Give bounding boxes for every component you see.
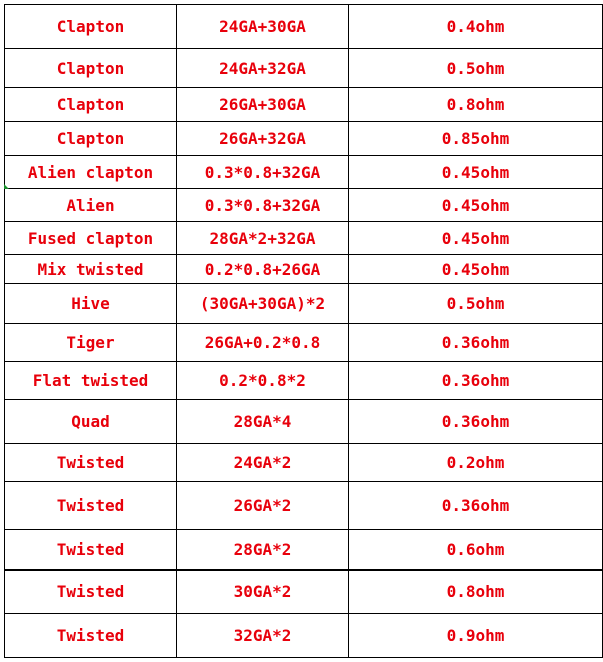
coil-type-cell[interactable]: Twisted	[5, 614, 177, 658]
resistance-cell[interactable]: 0.9ohm	[349, 614, 603, 658]
coil-type-cell[interactable]: Twisted	[5, 530, 177, 570]
coil-type-cell[interactable]: Mix twisted	[5, 255, 177, 284]
table-row	[5, 400, 603, 444]
resistance-cell[interactable]: 0.45ohm	[349, 222, 603, 255]
table-row	[5, 122, 603, 156]
table-row	[5, 49, 603, 88]
resistance-cell[interactable]: 0.45ohm	[349, 189, 603, 222]
resistance-cell[interactable]: 0.4ohm	[349, 5, 603, 49]
coil-type-cell[interactable]: Twisted	[5, 570, 177, 614]
wire-gauge-cell[interactable]: 24GA+32GA	[177, 49, 349, 88]
resistance-cell[interactable]: 0.5ohm	[349, 49, 603, 88]
cell-error-indicator-icon	[4, 184, 9, 189]
table-row	[5, 614, 603, 658]
resistance-cell[interactable]: 0.85ohm	[349, 122, 603, 156]
wire-gauge-cell[interactable]: 26GA*2	[177, 482, 349, 530]
coil-spec-sheet	[4, 4, 602, 658]
wire-gauge-cell[interactable]: 26GA+0.2*0.8	[177, 324, 349, 362]
coil-spec-table	[4, 4, 603, 658]
wire-gauge-cell[interactable]: 30GA*2	[177, 570, 349, 614]
resistance-cell[interactable]: 0.36ohm	[349, 324, 603, 362]
coil-type-cell[interactable]: Tiger	[5, 324, 177, 362]
table-row	[5, 156, 603, 189]
coil-type-cell[interactable]: Clapton	[5, 122, 177, 156]
coil-type-cell[interactable]: Twisted	[5, 482, 177, 530]
wire-gauge-cell[interactable]: 0.2*0.8*2	[177, 362, 349, 400]
wire-gauge-cell[interactable]: 0.2*0.8+26GA	[177, 255, 349, 284]
coil-type-cell[interactable]: Clapton	[5, 88, 177, 122]
wire-gauge-cell[interactable]: (30GA+30GA)*2	[177, 284, 349, 324]
resistance-cell[interactable]: 0.45ohm	[349, 255, 603, 284]
coil-type-cell[interactable]: Hive	[5, 284, 177, 324]
wire-gauge-cell[interactable]: 28GA*2	[177, 530, 349, 570]
resistance-cell[interactable]: 0.8ohm	[349, 570, 603, 614]
coil-type-cell[interactable]: Quad	[5, 400, 177, 444]
resistance-cell[interactable]: 0.8ohm	[349, 88, 603, 122]
wire-gauge-cell[interactable]: 24GA*2	[177, 444, 349, 482]
resistance-cell[interactable]: 0.36ohm	[349, 482, 603, 530]
coil-spec-table-body	[5, 5, 603, 658]
wire-gauge-cell[interactable]: 28GA*2+32GA	[177, 222, 349, 255]
table-row	[5, 362, 603, 400]
resistance-cell[interactable]: 0.5ohm	[349, 284, 603, 324]
resistance-cell[interactable]: 0.6ohm	[349, 530, 603, 570]
coil-type-cell[interactable]: Clapton	[5, 49, 177, 88]
wire-gauge-cell[interactable]: 0.3*0.8+32GA	[177, 189, 349, 222]
wire-gauge-cell[interactable]: 24GA+30GA	[177, 5, 349, 49]
wire-gauge-cell[interactable]: 26GA+32GA	[177, 122, 349, 156]
table-row	[5, 88, 603, 122]
resistance-cell[interactable]: 0.36ohm	[349, 362, 603, 400]
wire-gauge-cell[interactable]: 32GA*2	[177, 614, 349, 658]
table-row	[5, 255, 603, 284]
table-row	[5, 222, 603, 255]
table-row	[5, 570, 603, 614]
table-row	[5, 189, 603, 222]
table-row	[5, 324, 603, 362]
wire-gauge-cell[interactable]: 0.3*0.8+32GA	[177, 156, 349, 189]
coil-type-cell[interactable]: Twisted	[5, 444, 177, 482]
coil-type-cell[interactable]: Alien	[5, 189, 177, 222]
coil-type-cell[interactable]: Clapton	[5, 5, 177, 49]
wire-gauge-cell[interactable]: 26GA+30GA	[177, 88, 349, 122]
table-row	[5, 284, 603, 324]
table-row	[5, 5, 603, 49]
table-row	[5, 444, 603, 482]
table-row	[5, 482, 603, 530]
coil-type-cell[interactable]: Fused clapton	[5, 222, 177, 255]
resistance-cell[interactable]: 0.36ohm	[349, 400, 603, 444]
coil-type-cell[interactable]: Flat twisted	[5, 362, 177, 400]
table-row	[5, 530, 603, 570]
coil-type-cell[interactable]: Alien clapton	[5, 156, 177, 189]
wire-gauge-cell[interactable]: 28GA*4	[177, 400, 349, 444]
resistance-cell[interactable]: 0.45ohm	[349, 156, 603, 189]
resistance-cell[interactable]: 0.2ohm	[349, 444, 603, 482]
